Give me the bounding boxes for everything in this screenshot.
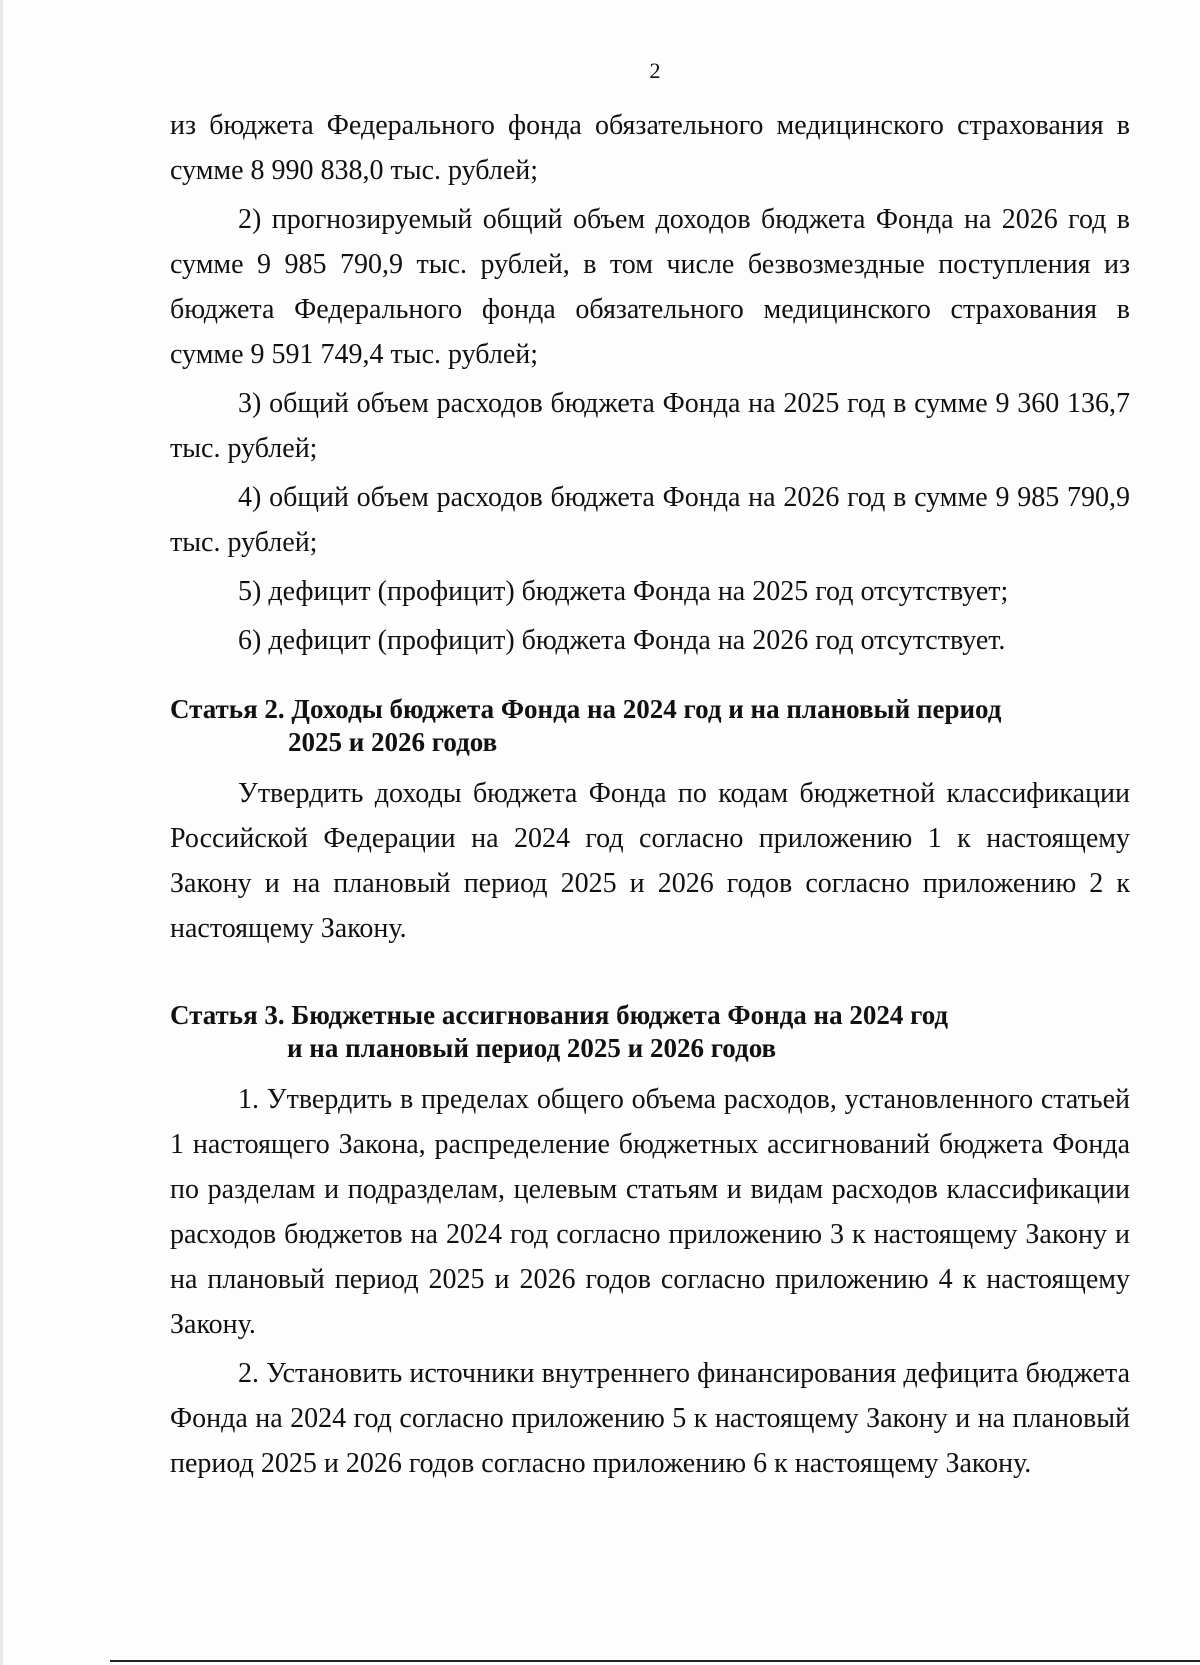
list-item-4: 4) общий объем расходов бюджета Фонда на 2026 год в сумме 9 985 790,9 тыс. рублей; (170, 482, 1130, 558)
document-body (170, 103, 1130, 1486)
list-item-6: 6) дефицит (профицит) бюджета Фонда на 2026 год отсутствует. (238, 625, 1006, 656)
list-item-2: 2) прогнозируемый общий объем доходов бюджета Фонда на 2026 год в сумме 9 985 790,9 тыс. рублей, в том числе безвозмездные поступления из бюджета Федерального фонда обязательного медицинского страхования в сумме 9 591 749,4 тыс. рублей; (170, 204, 1130, 370)
article-3-paragraph-1: 1. Утвердить в пределах общего объема расходов, установленного статьей 1 настоящего Закона, распределение бюджетных ассигнований бюджета Фонда по разделам и подразделам, целевым статьям и видам расходов классификации расходов бюджетов на 2024 год согласно приложению 3 к настоящему Закону и на плановый период 2025 и 2026 годов согласно приложению 4 к настоящему Закону. (170, 1084, 1130, 1340)
article-3-heading (170, 999, 1130, 1065)
scan-edge (0, 0, 3, 1665)
page-bottom-rule (110, 1660, 1200, 1662)
article-3-title-line1: Статья 3. Бюджетные ассигнования бюджета Фонда на 2024 год (170, 1000, 949, 1030)
list-item-5: 5) дефицит (профицит) бюджета Фонда на 2025 год отсутствует; (238, 576, 1009, 607)
paragraph-continuation: из бюджета Федерального фонда обязательного медицинского страхования в сумме 8 990 838,0 тыс. рублей; (170, 110, 1130, 186)
article-2-title-line1: Статья 2. Доходы бюджета Фонда на 2024 год и на плановый период (170, 694, 1002, 724)
page-number: 2 (649, 58, 661, 83)
article-2-title-line2: 2025 и 2026 годов (288, 727, 498, 757)
article-3-title-line2: и на плановый период 2025 и 2026 годов (287, 1033, 777, 1063)
article-3-paragraph-2: 2. Установить источники внутреннего финансирования дефицита бюджета Фонда на 2024 год согласно приложению 5 к настоящему Закону и на плановый период 2025 и 2026 годов согласно приложению 6 к настоящему Закону. (170, 1358, 1130, 1479)
article-2-heading (170, 693, 1130, 759)
list-item-3: 3) общий объем расходов бюджета Фонда на 2025 год в сумме 9 360 136,7 тыс. рублей; (170, 388, 1130, 464)
article-2-paragraph: Утвердить доходы бюджета Фонда по кодам бюджетной классификации Российской Федерации на 2024 год согласно приложению 1 к настоящему Закону и на плановый период 2025 и 2026 годов согласно приложению 2 к настоящему Закону. (170, 778, 1130, 944)
